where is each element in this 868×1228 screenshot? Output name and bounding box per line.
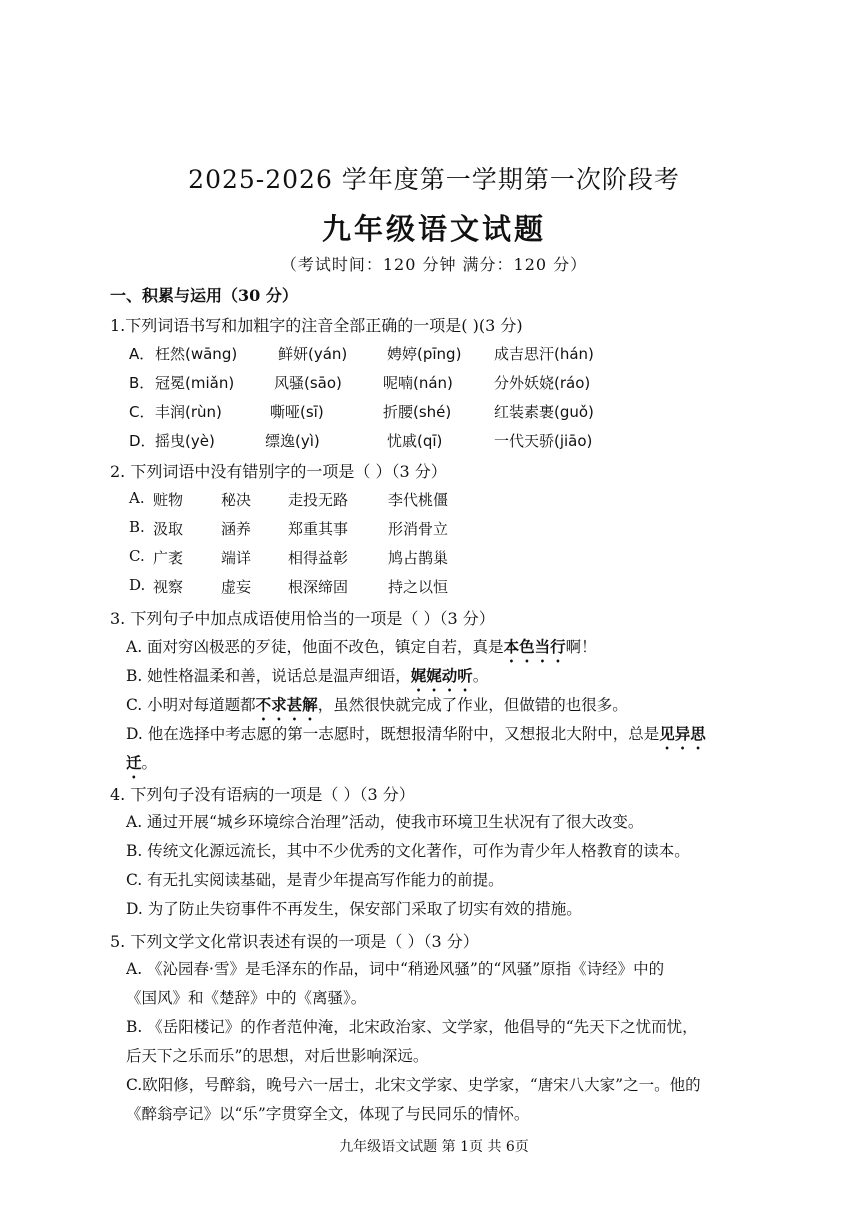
option-letter: B.: [129, 518, 145, 536]
option-word: 嘶哑(sī): [270, 403, 324, 421]
option-word: 缥逸(yì): [265, 432, 320, 450]
question-5-option-b-line1: B. 《岳阳楼记》的作者范仲淹，北宋政治家、文学家，他倡导的“先天下之忧而忧，: [126, 1018, 698, 1036]
dotted-idiom: 本色当行: [503, 637, 566, 656]
question-4-option-c: C. 有无扎实阅读基础，是青少年提高写作能力的前提。: [126, 871, 504, 889]
question-3-option-d-cont: [126, 748, 766, 782]
option-word: 分外妖娆(ráo): [494, 374, 591, 392]
option-word: 相得益彰: [288, 549, 349, 567]
text: ，虽然很快就完成了作业，但做错的也很多。: [317, 696, 628, 714]
option-word: 娉婷(pīng): [387, 345, 462, 363]
option-word: 广袤: [153, 549, 184, 567]
option-word: 走投无路: [288, 491, 349, 509]
page-footer: 九年级语文试题 第 1页 共 6页: [339, 1139, 529, 1155]
question-5-option-c-line2: 《醉翁亭记》以“乐”字贯穿全文，体现了与民同乐的情怀。: [126, 1105, 530, 1123]
exam-info: （考试时间：120 分钟 满分：120 分）: [280, 255, 588, 274]
dotted-idiom: 娓娓动听: [410, 666, 473, 685]
question-4-option-a: A. 通过开展“城乡环境综合治理”活动，使我市环境卫生状况有了很大改变。: [126, 813, 644, 831]
option-word: 一代天骄(jiāo): [494, 432, 593, 450]
text: 啊！: [565, 638, 597, 656]
option-word: 折腰(shé): [383, 403, 452, 421]
question-5-stem: 5. 下列文学文化常识表述有误的一项是（ ）（3 分）: [110, 932, 479, 951]
option-letter: D.: [129, 576, 146, 594]
option-word: 汲取: [153, 520, 184, 538]
option-word: 秘决: [221, 491, 252, 509]
text: C. 小明对每道题都: [126, 696, 256, 714]
option-letter: B．: [129, 374, 155, 392]
option-word: 虚妄: [221, 578, 252, 596]
text: D. 他在选择中考志愿的第一志愿时，既想报清华附中，又想报北大附中，总是: [126, 725, 660, 743]
option-letter: A．: [129, 345, 155, 363]
question-3-stem: 3. 下列句子中加点成语使用恰当的一项是（ ）（3 分）: [110, 609, 495, 628]
question-4-stem: 4. 下列句子没有语病的一项是（ ）（3 分）: [110, 785, 415, 804]
question-2-stem: 2. 下列词语中没有错别字的一项是（ ）（3 分）: [110, 462, 447, 481]
dotted-idiom: 不求甚解: [255, 695, 318, 714]
option-word: 鲜妍(yán): [278, 345, 348, 363]
dotted-idiom: 迁: [126, 753, 142, 772]
option-word: 风骚(sāo): [274, 374, 342, 392]
option-letter: D．: [129, 432, 156, 450]
option-word: 丰润(rùn): [155, 403, 222, 421]
option-word: 郑重其事: [288, 520, 349, 538]
question-5-option-c-line1: C.欧阳修，号醉翁，晚号六一居士，北宋文学家、史学家，“唐宋八大家”之一。他的: [126, 1076, 701, 1094]
option-word: 鸠占鹊巢: [388, 549, 449, 567]
option-word: 赃物: [153, 491, 184, 509]
exam-title: 2025-2026 学年度第一学期第一次阶段考: [188, 165, 680, 194]
option-word: 李代桃僵: [388, 491, 449, 509]
text: A. 面对穷凶极恶的歹徒，他面不改色，镇定自若，真是: [126, 638, 504, 656]
option-word: 持之以恒: [388, 578, 449, 596]
option-word: 枉然(wāng): [155, 345, 238, 363]
option-word: 红装素裹(guǒ): [494, 403, 594, 421]
question-5-option-a-line2: 《国风》和《楚辞》中的《离骚》。: [126, 989, 367, 1007]
question-1-stem: 1.下列词语书写和加粗字的注音全部正确的一项是( )(3 分): [110, 316, 523, 335]
subject-title: 九年级语文试题: [321, 212, 546, 246]
question-5-option-b-line2: 后天下之乐而乐”的思想，对后世影响深远。: [126, 1047, 429, 1065]
option-word: 涵养: [221, 520, 252, 538]
option-word: 端详: [221, 549, 252, 567]
option-word: 根深缔固: [288, 578, 349, 596]
option-word: 视察: [153, 578, 184, 596]
option-letter: A.: [129, 489, 145, 507]
option-word: 形消骨立: [388, 520, 449, 538]
section-heading: 一、积累与运用（30 分）: [110, 286, 298, 305]
text: B. 她性格温柔和善，说话总是温声细语，: [126, 667, 411, 685]
question-4-option-d: D. 为了防止失窃事件不再发生，保安部门采取了切实有效的措施。: [126, 900, 582, 918]
option-word: 成吉思汗(hán): [494, 345, 594, 363]
dotted-idiom: 见异思: [659, 724, 706, 743]
text: 。: [472, 667, 489, 685]
option-letter: C．: [129, 403, 155, 421]
option-word: 摇曳(yè): [155, 432, 215, 450]
question-4-option-b: B. 传统文化源远流长，其中不少优秀的文化著作，可作为青少年人格教育的读本。: [126, 842, 690, 860]
option-word: 忧戚(qī): [387, 432, 443, 450]
question-5-option-a-line1: A. 《沁园春·雪》是毛泽东的作品，词中“稍逊风骚”的“风骚”原指《诗经》中的: [126, 960, 665, 978]
option-word: 冠冕(miǎn): [155, 374, 235, 392]
option-word: 呢喃(nán): [383, 374, 453, 392]
text: 。: [141, 754, 158, 772]
option-letter: C.: [129, 547, 145, 565]
